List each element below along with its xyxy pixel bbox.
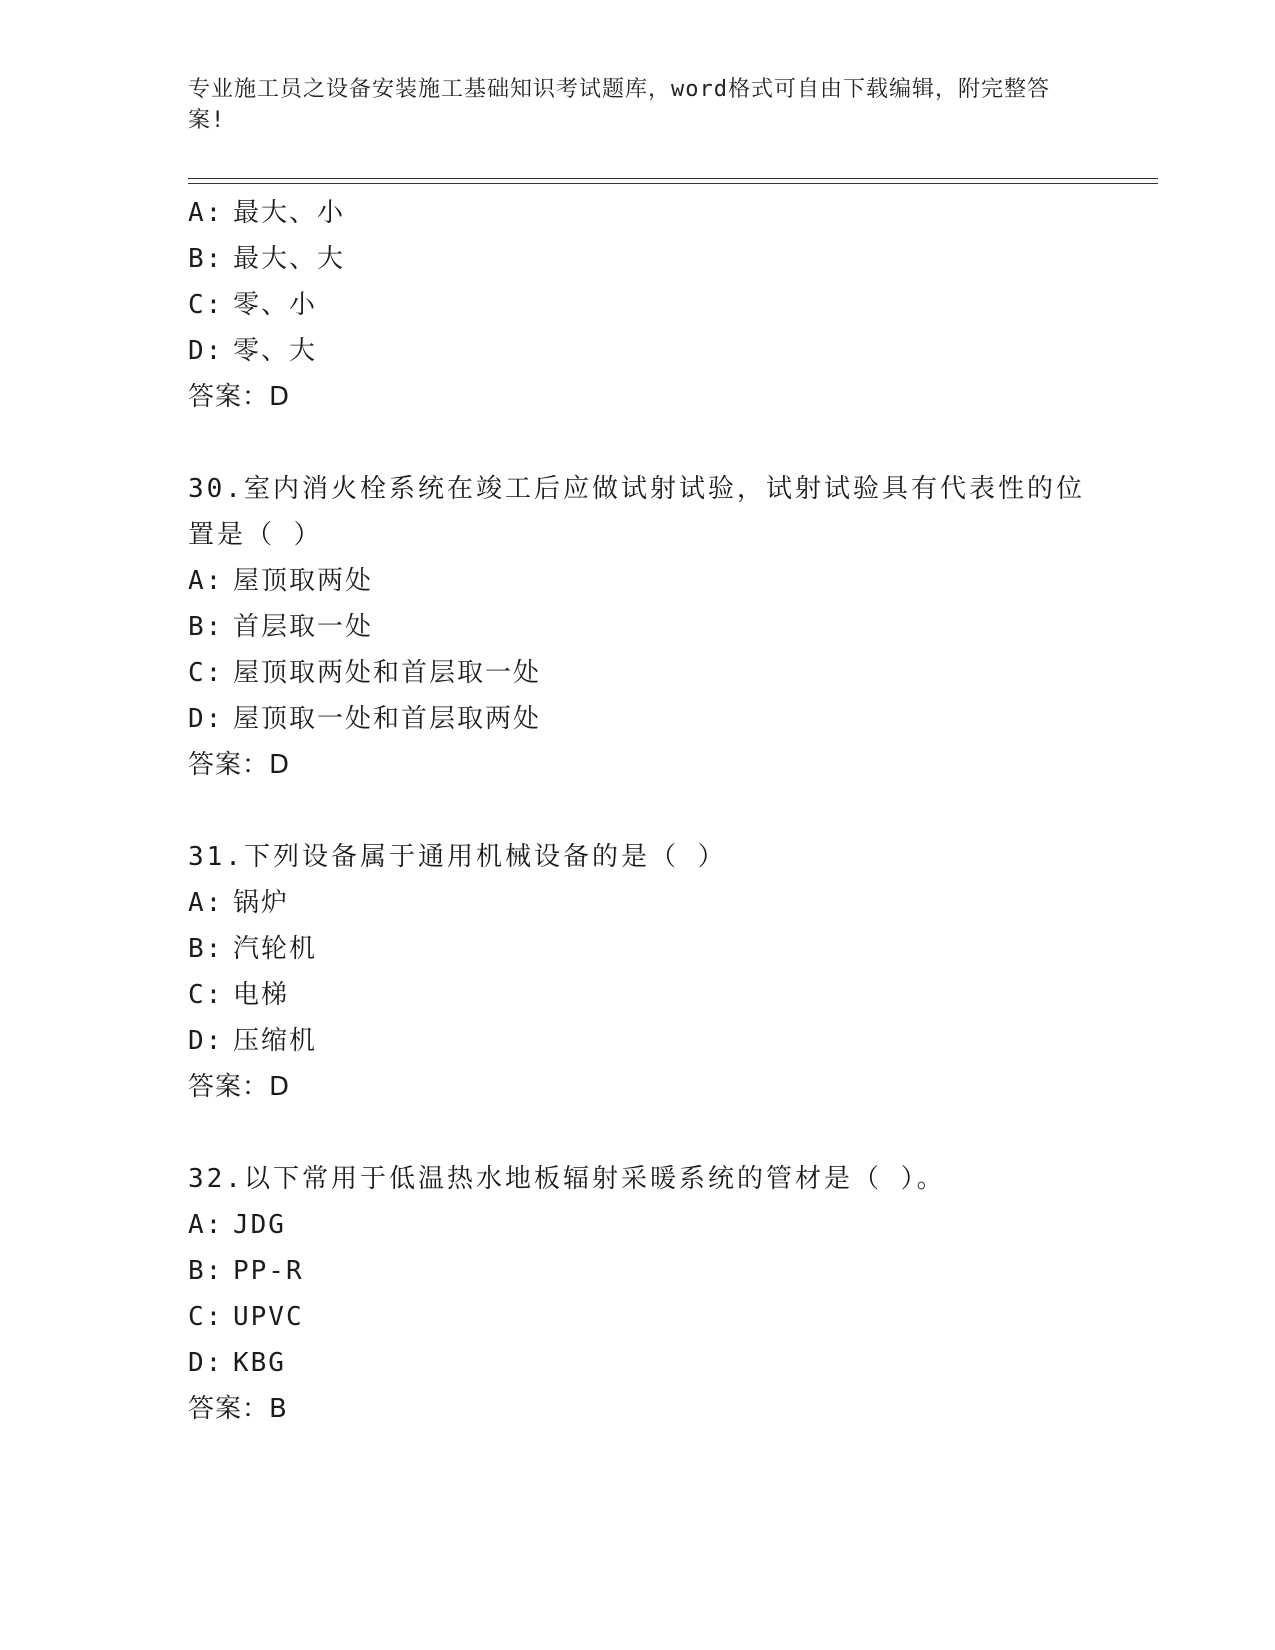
option-c: C: UPVC — [188, 1302, 304, 1332]
previous-question-block — [188, 190, 1088, 420]
option-d: D: KBG — [188, 1348, 286, 1378]
option-b: B: 最大、大 — [188, 244, 346, 274]
option-a: A: JDG — [188, 1210, 286, 1240]
question-stem: 30.室内消火栓系统在竣工后应做试射试验，试射试验具有代表性的位置是（ ） — [188, 474, 1085, 550]
option-b: B: 首层取一处 — [188, 612, 374, 642]
document-header: 专业施工员之设备安装施工基础知识考试题库，word格式可自由下载编辑，附完整答案! — [188, 77, 1050, 133]
question-32 — [188, 1156, 1088, 1432]
option-d: D: 零、大 — [188, 336, 318, 366]
header-divider-top — [188, 178, 1158, 179]
header-divider-bottom — [188, 183, 1158, 184]
option-d: D: 屋顶取一处和首层取两处 — [188, 704, 542, 734]
answer-line: 答案：D — [188, 750, 291, 780]
option-c: C: 电梯 — [188, 980, 290, 1010]
option-c: C: 零、小 — [188, 290, 318, 320]
answer-line: 答案：D — [188, 1072, 291, 1102]
option-b: B: 汽轮机 — [188, 934, 318, 964]
question-stem: 32.以下常用于低温热水地板辐射采暖系统的管材是（ ）。 — [188, 1164, 946, 1194]
option-c: C: 屋顶取两处和首层取一处 — [188, 658, 542, 688]
answer-line: 答案：B — [188, 1394, 288, 1424]
option-a: A: 屋顶取两处 — [188, 566, 374, 596]
question-list — [188, 190, 1088, 1432]
answer-line: 答案：D — [188, 382, 291, 412]
option-b: B: PP-R — [188, 1256, 304, 1286]
option-d: D: 压缩机 — [188, 1026, 318, 1056]
question-30 — [188, 466, 1088, 788]
question-stem: 31.下列设备属于通用机械设备的是（ ） — [188, 842, 727, 872]
option-a: A: 锅炉 — [188, 888, 290, 918]
option-a: A: 最大、小 — [188, 198, 346, 228]
question-31 — [188, 834, 1088, 1110]
